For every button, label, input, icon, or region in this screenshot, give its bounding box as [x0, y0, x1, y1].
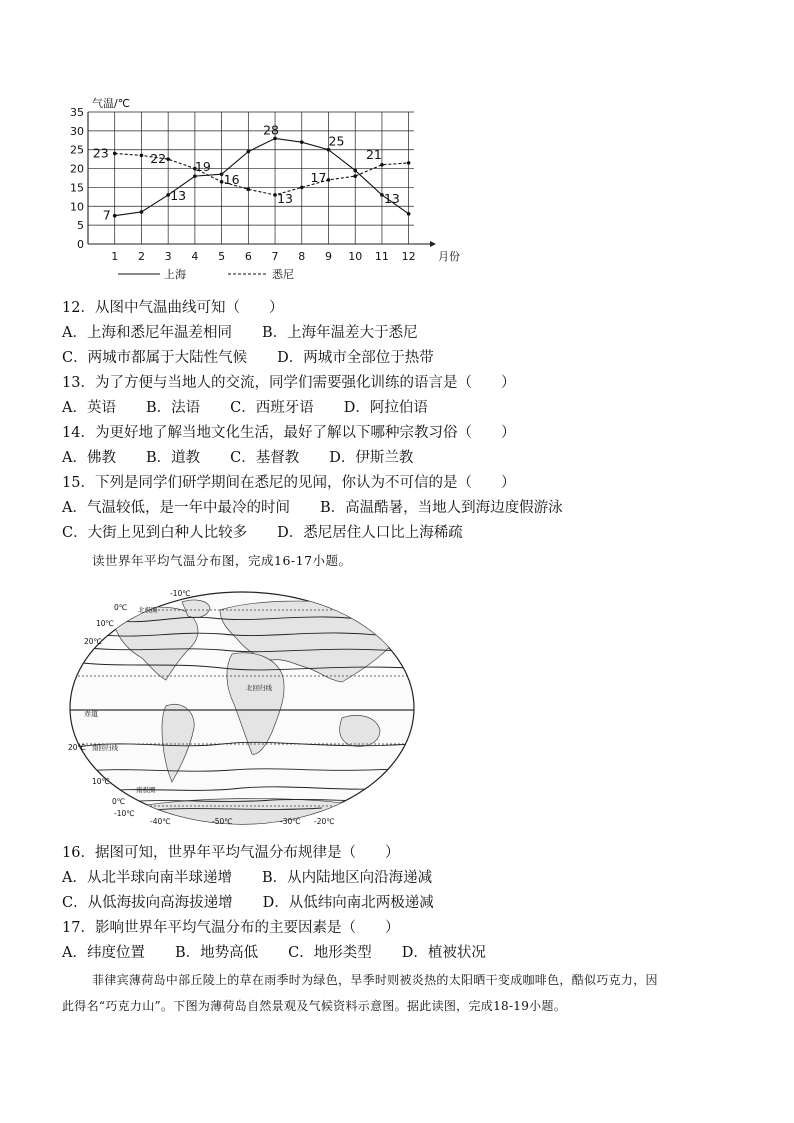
q16-options-ab — [62, 868, 432, 888]
y-axis-label: 气温/℃ — [92, 97, 131, 110]
q16-options-cd — [62, 893, 434, 913]
x-tick-11: 11 — [374, 250, 389, 263]
q17-stem: 17．影响世界年平均气温分布的主要因素是（ ） — [62, 920, 400, 936]
q17-option-b[interactable]: B．地势高低 — [174, 945, 259, 961]
series-1-point-11 — [380, 163, 384, 167]
q14-stem: 14．为更好地了解当地文化生活，最好了解以下哪种宗教习俗（ ） — [62, 425, 516, 441]
q12-stem: 12．从图中气温曲线可知（ ） — [62, 300, 284, 316]
data-label-10: 17 — [310, 169, 327, 185]
series-0-point-4 — [193, 174, 197, 178]
data-label-8: 16 — [223, 171, 240, 187]
world-temperature-map — [62, 588, 422, 828]
x-axis-arrow — [430, 241, 436, 247]
intro-18-19-line1: 菲律宾薄荷岛中部丘陵上的草在雨季时为绿色，旱季时则被炎热的太阳晒干变成咖啡色，酷似巧克力，因 — [92, 973, 658, 987]
series-1-point-6 — [247, 188, 251, 192]
data-label-4: 25 — [328, 133, 345, 149]
x-tick-1: 1 — [111, 250, 119, 263]
q15-option-b[interactable]: B．高温酷暑，当地人到海边度假游泳 — [319, 500, 563, 516]
y-tick-15: 15 — [70, 181, 84, 195]
q12-option-a[interactable]: A．上海和悉尼年温差相同 — [62, 325, 232, 341]
x-tick-2: 2 — [137, 250, 145, 263]
series-1-point-1 — [113, 152, 117, 156]
legend-label-shanghai: 上海 — [164, 268, 186, 281]
q15-option-a[interactable]: A．气温较低，是一年中最冷的时间 — [62, 500, 290, 516]
y-tick-5: 5 — [77, 219, 84, 233]
q16-option-d[interactable]: D．从低纬向南北两极递减 — [262, 895, 434, 911]
q15-options-cd — [62, 523, 463, 543]
q15-stem: 15．下列是同学们研学期间在悉尼的见闻，你认为不可信的是（ ） — [62, 475, 516, 491]
series-0-point-12 — [407, 212, 411, 216]
y-tick-25: 25 — [70, 143, 84, 157]
q12-options-cd — [62, 348, 434, 368]
q16-option-a[interactable]: A．从北半球向南半球递增 — [62, 870, 232, 886]
data-label-2: 19 — [194, 159, 211, 175]
label-b-m20: -20℃ — [314, 817, 335, 826]
q13-options — [62, 398, 428, 418]
q14-options — [62, 448, 413, 468]
data-label-9: 13 — [277, 190, 294, 206]
y-tick-20: 20 — [70, 162, 84, 176]
series-1-point-10 — [353, 174, 357, 178]
intro-18-19-line2: 此得名“巧克力山”。下图为薄荷岛自然景观及气候资料示意图。据此读图，完成18-19小题。 — [62, 999, 567, 1013]
q15-option-d[interactable]: D．悉尼居住人口比上海稀疏 — [277, 525, 463, 541]
data-label-5: 13 — [383, 190, 400, 206]
label-b-m30: -30℃ — [280, 817, 301, 826]
label-t-0-nw: 0℃ — [114, 603, 128, 612]
series-0-point-1 — [113, 214, 117, 218]
data-label-6: 23 — [92, 145, 109, 161]
x-tick-3: 3 — [164, 250, 172, 263]
series-1-point-3 — [166, 157, 170, 161]
label-t-20-nw: 20℃ — [84, 637, 102, 646]
label-equator: 赤道 — [84, 710, 98, 718]
data-label-11: 21 — [365, 146, 382, 162]
label-antarctic: 南极圈 — [136, 786, 156, 794]
q13-option-b[interactable]: B．法语 — [145, 400, 201, 416]
label-t-m10-sw: -10℃ — [114, 809, 135, 818]
q13-option-c[interactable]: C．西班牙语 — [230, 400, 314, 416]
q14-option-c[interactable]: C．基督教 — [230, 450, 300, 466]
label-t-10-nw: 10℃ — [96, 619, 114, 628]
q14-option-a[interactable]: A．佛教 — [62, 450, 116, 466]
label-b-m50: -50℃ — [212, 817, 233, 826]
q14-option-d[interactable]: D．伊斯兰教 — [329, 450, 414, 466]
q16-option-b[interactable]: B．从内陆地区向沿海递减 — [261, 870, 433, 886]
q13-stem: 13．为了方便与当地人的交流，同学们需要强化训练的语言是（ ） — [62, 375, 516, 391]
label-arctic: 北极圈 — [138, 606, 158, 614]
q14-option-b[interactable]: B．道教 — [145, 450, 201, 466]
y-tick-35: 35 — [70, 106, 84, 119]
series-0-point-8 — [300, 140, 304, 144]
x-tick-8: 8 — [298, 250, 306, 263]
series-1-point-9 — [327, 178, 331, 182]
series-1-point-8 — [300, 186, 304, 190]
x-tick-7: 7 — [271, 250, 279, 263]
legend-label-sydney: 悉尼 — [272, 268, 294, 281]
q13-option-a[interactable]: A．英语 — [62, 400, 116, 416]
data-label-7: 22 — [150, 151, 167, 167]
label-b-m40: -40℃ — [150, 817, 171, 826]
label-t-20-sw: 20℃ — [68, 743, 86, 752]
y-tick-0: 0 — [77, 238, 84, 251]
data-label-1: 13 — [170, 187, 187, 203]
label-t-10-sw: 10℃ — [92, 777, 110, 786]
series-0-point-6 — [247, 150, 251, 154]
label-tropic-north: 北回归线 — [246, 684, 272, 692]
data-label-3: 28 — [263, 122, 280, 138]
q16-stem: 16．据图可知，世界年平均气温分布规律是（ ） — [62, 845, 400, 861]
q17-option-a[interactable]: A．纬度位置 — [62, 945, 145, 961]
q12-option-c[interactable]: C．两城市都属于大陆性气候 — [62, 350, 248, 366]
q12-options-ab — [62, 323, 418, 343]
x-tick-12: 12 — [401, 250, 416, 263]
label-tropic-south: 南回归线 — [92, 744, 118, 752]
q15-options-ab — [62, 498, 563, 518]
intro-16-17: 读世界年平均气温分布图，完成16-17小题。 — [92, 553, 352, 568]
x-tick-9: 9 — [324, 250, 332, 263]
x-tick-5: 5 — [218, 250, 226, 263]
series-1-point-12 — [407, 161, 411, 165]
x-tick-4: 4 — [191, 250, 199, 263]
q15-option-c[interactable]: C．大街上见到白种人比较多 — [62, 525, 248, 541]
q17-options — [62, 943, 486, 963]
x-axis-label: 月份 — [438, 250, 460, 263]
data-label-0: 7 — [102, 207, 111, 223]
x-tick-10: 10 — [348, 250, 363, 263]
q12-option-d[interactable]: D．两城市全部位于热带 — [277, 350, 434, 366]
y-tick-10: 10 — [70, 200, 84, 214]
series-0-point-2 — [140, 210, 144, 214]
temperature-chart — [62, 90, 462, 290]
label-t-0-sw: 0℃ — [112, 797, 126, 806]
q17-option-d[interactable]: D．植被状况 — [401, 945, 486, 961]
series-0-point-10 — [353, 169, 357, 173]
y-tick-30: 30 — [70, 124, 84, 138]
label-t-m10-top: -10℃ — [170, 589, 191, 598]
q17-option-c[interactable]: C．地形类型 — [288, 945, 372, 961]
q16-option-c[interactable]: C．从低海拔向高海拔递增 — [62, 895, 233, 911]
x-tick-6: 6 — [244, 250, 252, 263]
q12-option-b[interactable]: B．上海年温差大于悉尼 — [261, 325, 418, 341]
q13-option-d[interactable]: D．阿拉伯语 — [343, 400, 428, 416]
series-1-point-2 — [140, 154, 144, 158]
